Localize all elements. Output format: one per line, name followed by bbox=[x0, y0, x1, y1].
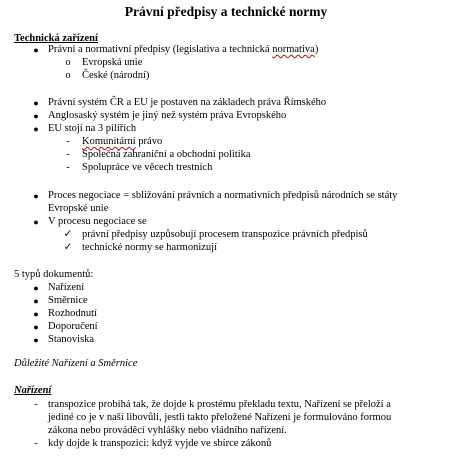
list-item: Spolupráce ve věcech trestních bbox=[82, 162, 213, 173]
list-item: Stanoviska bbox=[48, 334, 95, 345]
important-note: Důležité Nařízení a Směrnice bbox=[14, 358, 138, 369]
dash-marker: - bbox=[34, 399, 38, 410]
list-item: Právní a normativní předpisy (legislativa a technická normativa) bbox=[48, 44, 319, 55]
circle-marker: o bbox=[65, 57, 71, 68]
list-item: Směrnice bbox=[48, 295, 88, 306]
list-item: Komunitární právo bbox=[82, 136, 163, 147]
list-item-continuation: jediné co je v naší libovůli, jestli takto přeložené Nařízení je formulováno formou bbox=[48, 412, 392, 423]
bullet-marker: ● bbox=[33, 98, 39, 108]
check-icon: ✓ bbox=[63, 242, 73, 253]
list-item: V procesu negociace se bbox=[48, 216, 147, 227]
list-item: Doporučení bbox=[48, 321, 98, 332]
bullet-marker: ● bbox=[33, 296, 39, 306]
bullet-marker: ● bbox=[33, 191, 39, 201]
dash-marker: - bbox=[34, 438, 38, 449]
list-item: EU stojí na 3 pilířích bbox=[48, 123, 137, 134]
list-item: Nařízení bbox=[48, 282, 85, 293]
section-heading-technicka-zarizeni: Technická zařízení bbox=[14, 33, 98, 44]
list-item: právní předpisy uzpůsobují procesem transpozice právních předpisů bbox=[82, 229, 368, 240]
check-icon: ✓ bbox=[63, 229, 73, 240]
bullet-marker: ● bbox=[33, 283, 39, 293]
circle-marker: o bbox=[65, 70, 71, 81]
list-item-continuation: Evropské unie bbox=[48, 203, 109, 214]
dash-marker: - bbox=[66, 162, 70, 173]
page-title: Právní předpisy a technické normy bbox=[124, 4, 328, 19]
list-item: Právní systém ČR a EU je postaven na základech práva Římského bbox=[48, 97, 327, 108]
types-intro: 5 typů dokumentů: bbox=[14, 269, 94, 280]
dash-marker: - bbox=[66, 136, 70, 147]
bullet-marker: ● bbox=[33, 111, 39, 121]
list-item: Společná zahraniční a obchodní politika bbox=[82, 149, 251, 160]
bullet-marker: ● bbox=[33, 217, 39, 227]
list-item: Proces negociace = sbližování právních a normativních předpisů národních se státy bbox=[48, 190, 398, 201]
list-item: Anglosaský systém je jiný než systém práva Evropského bbox=[48, 110, 287, 121]
dash-marker: - bbox=[66, 149, 70, 160]
list-item: České (národní) bbox=[82, 70, 150, 81]
list-item: kdy dojde k transpozici: když vyjde ve sbírce zákonů bbox=[48, 438, 272, 449]
bullet-marker: ● bbox=[33, 124, 39, 134]
bullet-marker: ● bbox=[33, 335, 39, 345]
bullet-marker: ● bbox=[33, 309, 39, 319]
section-heading-narizeni: Nařízení bbox=[14, 385, 52, 396]
list-item: Rozhodnutí bbox=[48, 308, 97, 319]
bullet-marker: ● bbox=[33, 322, 39, 332]
list-item: Evropská unie bbox=[82, 57, 143, 68]
list-item: transpozice probíhá tak, že dojde k prostému překladu textu, Nařízení se přeloží a bbox=[48, 399, 391, 410]
list-item-continuation: zákona nebo prováděcí vyhlášky nebo vládního nařízení. bbox=[48, 425, 287, 436]
list-item: technické normy se harmonizují bbox=[82, 242, 217, 253]
bullet-marker: ● bbox=[33, 45, 39, 55]
